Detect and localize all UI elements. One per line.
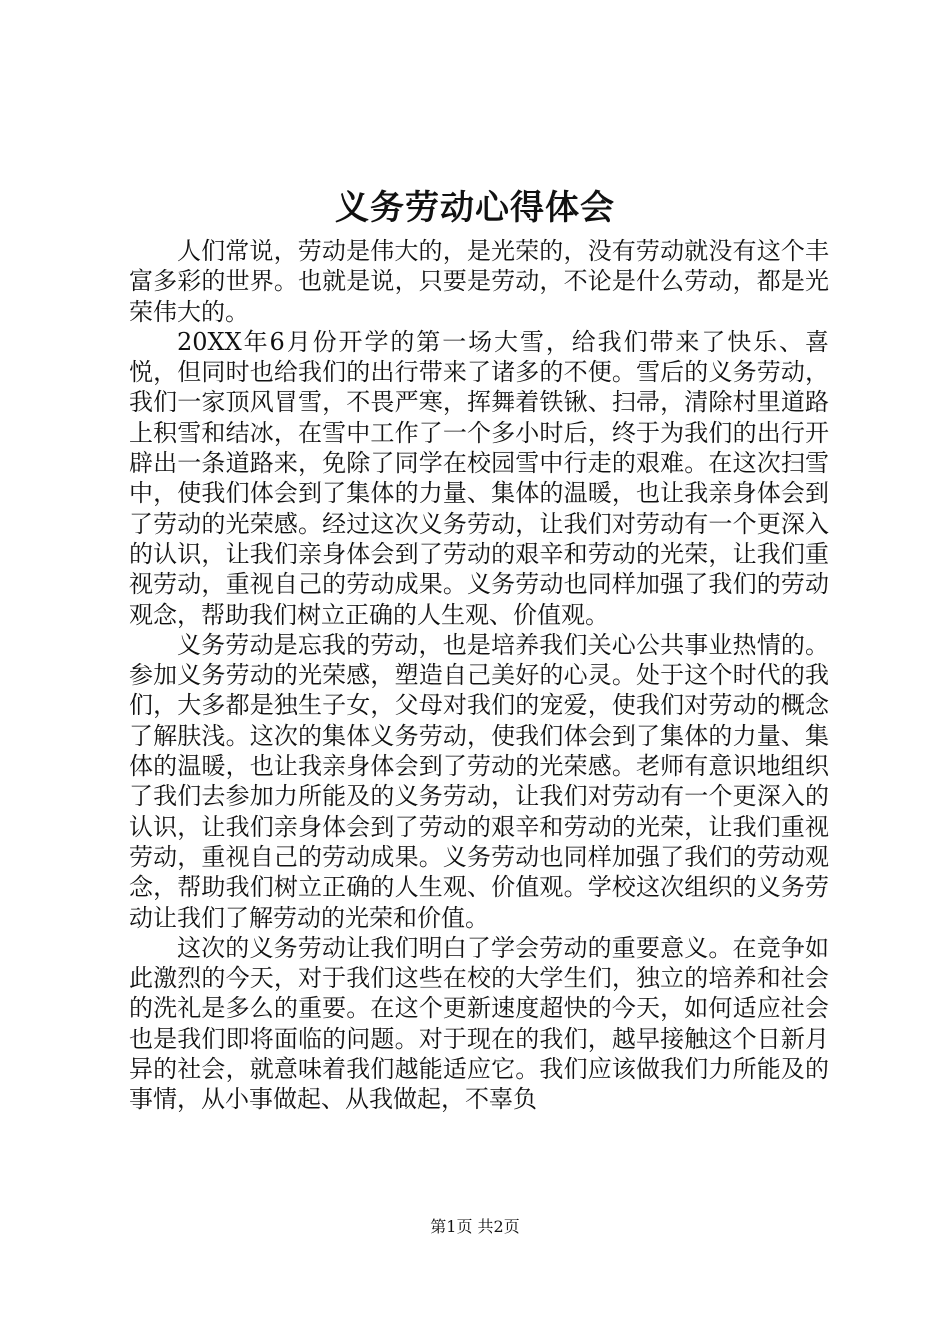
paragraph-3: 义务劳动是忘我的劳动，也是培养我们关心公共事业热情的。参加义务劳动的光荣感，塑造自己美好的心灵。处于这个时代的我们，大多都是独生子女，父母对我们的宠爱，使我们对劳动的概念了解肤浅。这次的集体义务劳动，使我们体会到了集体的力量、集体的温暖，也让我亲身体会到了劳动的光荣感。老师有意识地组织了我们去参加力所能及的义务劳动，让我们对劳动有一个更深入的认识，让我们亲身体会到了劳动的艰辛和劳动的光荣，让我们重视劳动，重视自己的劳动成果。义务劳动也同样加强了我们的劳动观念，帮助我们树立正确的人生观、价值观。学校这次组织的义务劳动让我们了解劳动的光荣和价值。 <box>129 630 829 932</box>
paragraph-2: 20XX年6月份开学的第一场大雪，给我们带来了快乐、喜悦，但同时也给我们的出行带来了诸多的不便。雪后的义务劳动，我们一家顶风冒雪，不畏严寒，挥舞着铁锹、扫帚，清除村里道路上积雪和结冰，在雪中工作了一个多小时后，终于为我们的出行开辟出一条道路来，免除了同学在校园雪中行走的艰难。在这次扫雪中，使我们体会到了集体的力量、集体的温暖，也让我亲身体会到了劳动的光荣感。经过这次义务劳动，让我们对劳动有一个更深入的认识，让我们亲身体会到了劳动的艰辛和劳动的光荣，让我们重视劳动，重视自己的劳动成果。义务劳动也同样加强了我们的劳动观念，帮助我们树立正确的人生观、价值观。 <box>129 327 829 629</box>
page-number-footer: 第1页 共2页 <box>430 1217 520 1236</box>
document-body <box>129 236 829 1115</box>
paragraph-1: 人们常说，劳动是伟大的，是光荣的，没有劳动就没有这个丰富多彩的世界。也就是说，只要是劳动，不论是什么劳动，都是光荣伟大的。 <box>129 237 829 326</box>
paragraph-4: 这次的义务劳动让我们明白了学会劳动的重要意义。在竞争如此激烈的今天，对于我们这些在校的大学生们，独立的培养和社会的洗礼是多么的重要。在这个更新速度超快的今天，如何适应社会也是我们即将面临的问题。对于现在的我们，越早接触这个日新月异的社会，就意味着我们越能适应它。我们应该做我们力所能及的事情，从小事做起、从我做起，不辜负 <box>129 933 829 1114</box>
document-title: 义务劳动心得体会 <box>335 188 615 228</box>
